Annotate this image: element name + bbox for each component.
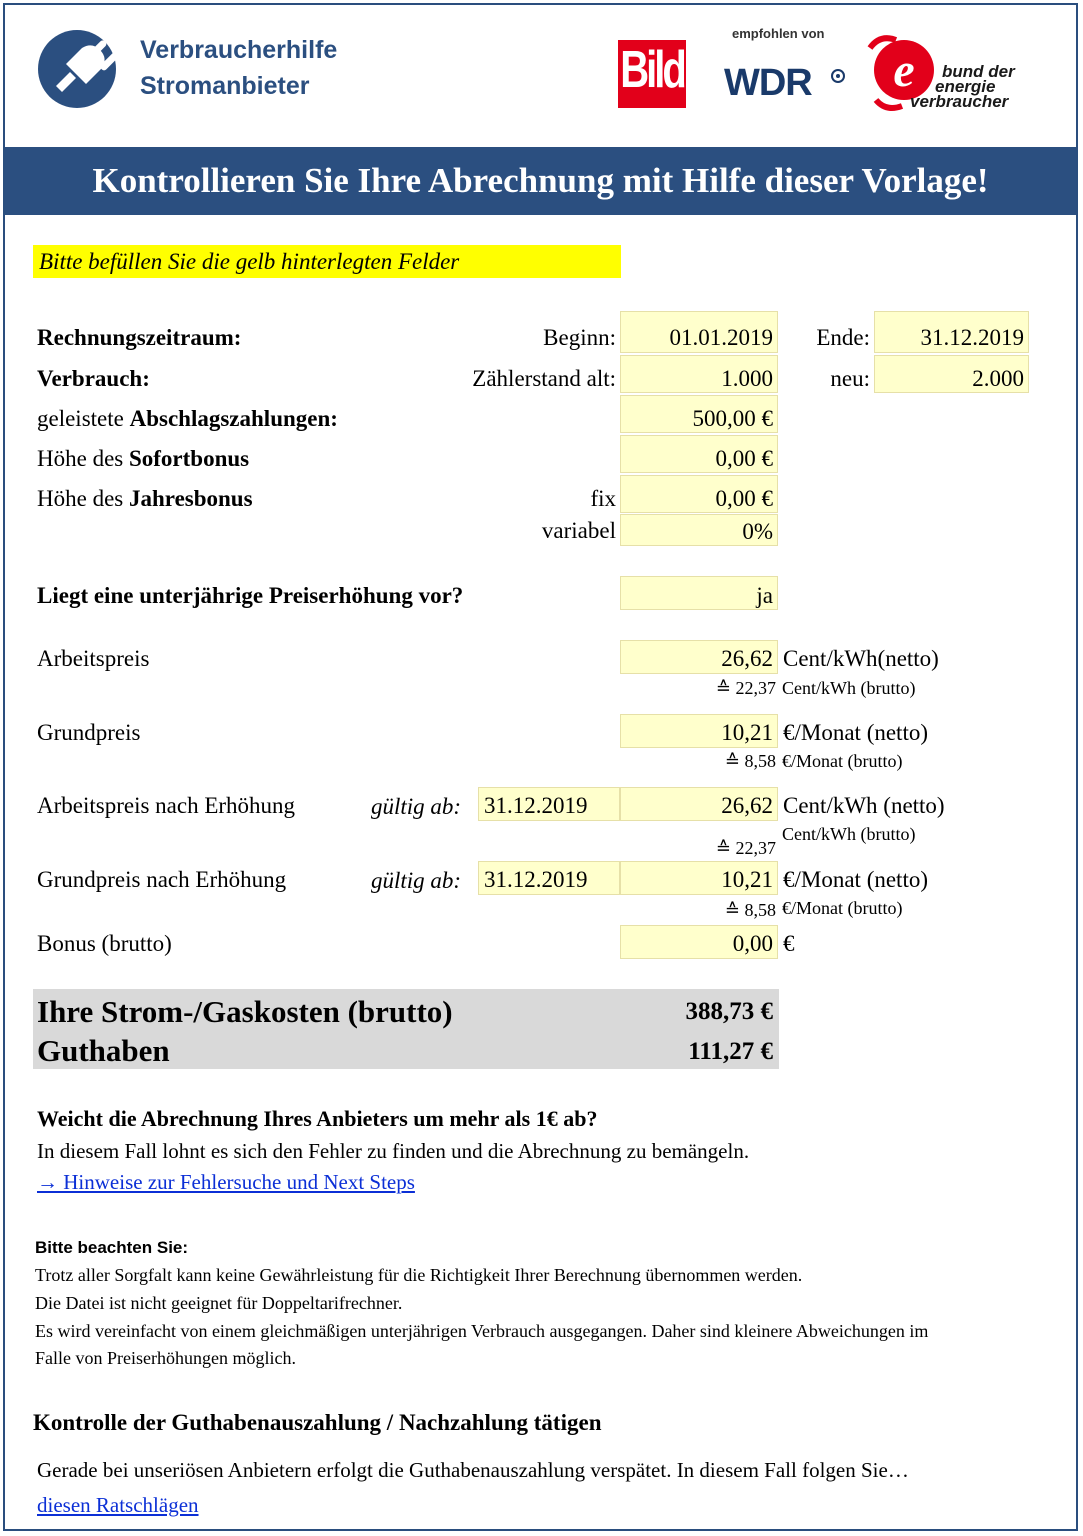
work-price-brutto: ≙ 22,37 xyxy=(715,678,776,698)
payments-input[interactable] xyxy=(620,395,778,433)
base-price-new-unit: €/Monat (netto) xyxy=(783,867,928,892)
meter-new-label: neu: xyxy=(830,366,870,391)
notes-line3: Es wird vereinfacht von einem gleichmäßigen unterjährigen Verbrauch ausgegangen. Daher sind kleinere Abweichungen im xyxy=(35,1321,929,1341)
base-price-new-date-input[interactable] xyxy=(478,861,620,895)
cost-value: 388,73 € xyxy=(685,998,773,1025)
wdr-circle-icon xyxy=(830,68,846,84)
brand-name-line1: Verbraucherhilfe xyxy=(140,36,338,64)
brand-name-line2: Stromanbieter xyxy=(140,72,310,100)
credit-value: 111,27 € xyxy=(688,1038,773,1065)
work-price-new-label: Arbeitspreis nach Erhöhung xyxy=(37,793,296,818)
base-price-new-brutto-unit: €/Monat (brutto) xyxy=(782,898,903,918)
price-increase-select[interactable] xyxy=(620,576,778,610)
plug-logo-icon xyxy=(36,28,128,110)
payments-label-pre: geleistete xyxy=(37,406,130,431)
instant-bonus-label xyxy=(37,446,249,472)
work-price-new-value: 26,62 xyxy=(721,793,773,818)
work-price-new-date-value: 31.12.2019 xyxy=(484,793,588,818)
work-price-new-input[interactable] xyxy=(620,787,778,821)
work-price-new-brutto: ≙ 22,37 xyxy=(715,838,776,858)
cost-label: Ihre Strom-/Gaskosten (brutto) xyxy=(37,994,453,1029)
bonus-label: Bonus (brutto) xyxy=(37,931,172,956)
period-begin-value: 01.01.2019 xyxy=(669,325,773,350)
payments-value: 500,00 € xyxy=(692,406,773,431)
base-price-new-input[interactable] xyxy=(620,861,778,895)
deviation-text: In diesem Fall lohnt es sich den Fehler zu finden und die Abrechnung zu bemängeln. xyxy=(37,1139,750,1163)
period-end-input[interactable] xyxy=(874,311,1029,353)
credit-label: Guthaben xyxy=(37,1033,170,1068)
work-price-brutto-unit: Cent/kWh (brutto) xyxy=(782,678,916,698)
work-price-new-brutto-unit: Cent/kWh (brutto) xyxy=(782,824,916,844)
price-increase-label: Liegt eine unterjährige Preiserhöhung vor? xyxy=(37,583,464,608)
annual-bonus-var-input[interactable] xyxy=(620,514,778,546)
period-end-value: 31.12.2019 xyxy=(920,325,1024,350)
period-begin-input[interactable] xyxy=(620,311,778,353)
work-price-unit: Cent/kWh(netto) xyxy=(783,646,939,671)
annual-bonus-var-value: 0% xyxy=(742,519,773,544)
payments-label xyxy=(37,406,338,432)
base-price-brutto-unit: €/Monat (brutto) xyxy=(782,751,903,771)
bild-logo-text: Bild xyxy=(620,41,684,99)
meter-new-value: 2.000 xyxy=(972,366,1024,391)
base-price-brutto: ≙ 8,58 xyxy=(724,751,776,771)
notes-title: Bitte beachten Sie: xyxy=(35,1238,189,1257)
base-price-unit: €/Monat (netto) xyxy=(783,720,928,745)
troubleshooting-link[interactable]: → Hinweise zur Fehlersuche und Next Steps xyxy=(37,1170,415,1194)
bonus-input[interactable] xyxy=(620,925,778,959)
bdev-text-line3: verbraucher xyxy=(910,92,1009,111)
period-end-label: Ende: xyxy=(816,325,870,350)
notes-line4: Falle von Preiserhöhungen möglich. xyxy=(35,1348,296,1368)
title-banner xyxy=(5,147,1076,215)
base-price-input[interactable] xyxy=(620,714,778,748)
work-price-new-valid-label: gültig ab: xyxy=(371,794,462,819)
recommended-by-label: empfohlen von xyxy=(732,26,825,41)
work-price-input[interactable] xyxy=(620,640,778,674)
instant-bonus-input[interactable] xyxy=(620,435,778,473)
fill-hint-text: Bitte befüllen Sie die gelb hinterlegten Felder xyxy=(39,249,460,274)
meter-old-label: Zählerstand alt: xyxy=(472,366,616,391)
result-box xyxy=(33,989,779,1069)
work-price-new-unit: Cent/kWh (netto) xyxy=(783,793,945,818)
notes-line1: Trotz aller Sorgfalt kann keine Gewährleistung für die Richtigkeit Ihrer Berechnung übernommen werden. xyxy=(35,1265,803,1285)
annual-bonus-label-bold: Jahresbonus xyxy=(128,486,253,511)
bdev-text-line1: bund der xyxy=(942,62,1015,81)
page-title: Kontrollieren Sie Ihre Abrechnung mit Hilfe dieser Vorlage! xyxy=(92,161,989,200)
annual-bonus-fix-value: 0,00 € xyxy=(715,486,773,511)
bonus-value: 0,00 xyxy=(732,931,773,956)
base-price-value: 10,21 xyxy=(721,720,773,745)
annual-bonus-fix-input[interactable] xyxy=(620,475,778,513)
base-price-new-value: 10,21 xyxy=(721,867,773,892)
advice-link[interactable]: diesen Ratschlägen xyxy=(37,1493,199,1517)
bonus-unit: € xyxy=(783,931,795,956)
base-price-new-date-value: 31.12.2019 xyxy=(484,867,588,892)
base-price-new-brutto: ≙ 8,58 xyxy=(724,900,776,920)
period-label: Rechnungszeitraum: xyxy=(37,325,242,350)
base-price-new-label: Grundpreis nach Erhöhung xyxy=(37,867,287,892)
annual-bonus-label-pre: Höhe des xyxy=(37,486,129,511)
price-increase-value: ja xyxy=(756,583,773,608)
wdr-logo: WDR xyxy=(724,62,812,104)
work-price-value: 26,62 xyxy=(721,646,773,671)
consumption-label: Verbrauch: xyxy=(37,366,150,391)
control-title: Kontrolle der Guthabenauszahlung / Nachzahlung tätigen xyxy=(33,1410,602,1435)
bdev-text-line2: energie xyxy=(935,77,996,96)
meter-old-input[interactable] xyxy=(620,355,778,393)
instant-bonus-label-pre: Höhe des xyxy=(37,446,129,471)
annual-bonus-var-label: variabel xyxy=(541,518,616,543)
control-text: Gerade bei unseriösen Anbietern erfolgt die Guthabenauszahlung verspätet. In diesem Fall folgen Sie… xyxy=(37,1458,909,1482)
notes-line2: Die Datei ist nicht geeignet für Doppeltarifrechner. xyxy=(35,1293,403,1313)
bild-logo xyxy=(618,40,686,108)
work-price-new-date-input[interactable] xyxy=(478,787,620,821)
annual-bonus-label xyxy=(37,486,253,512)
base-price-new-valid-label: gültig ab: xyxy=(371,868,462,893)
instant-bonus-label-bold: Sofortbonus xyxy=(128,446,250,471)
work-price-label: Arbeitspreis xyxy=(37,646,150,671)
deviation-question: Weicht die Abrechnung Ihres Anbieters um mehr als 1€ ab? xyxy=(37,1106,598,1131)
base-price-label: Grundpreis xyxy=(37,720,141,745)
period-begin-label: Beginn: xyxy=(543,325,616,350)
payments-label-bold: Abschlagszahlungen: xyxy=(129,406,338,431)
annual-bonus-fix-label: fix xyxy=(590,486,616,511)
meter-old-value: 1.000 xyxy=(721,366,773,391)
svg-text:e: e xyxy=(893,44,915,97)
instant-bonus-value: 0,00 € xyxy=(715,446,773,471)
meter-new-input[interactable] xyxy=(874,355,1029,393)
fill-hint xyxy=(33,245,621,278)
